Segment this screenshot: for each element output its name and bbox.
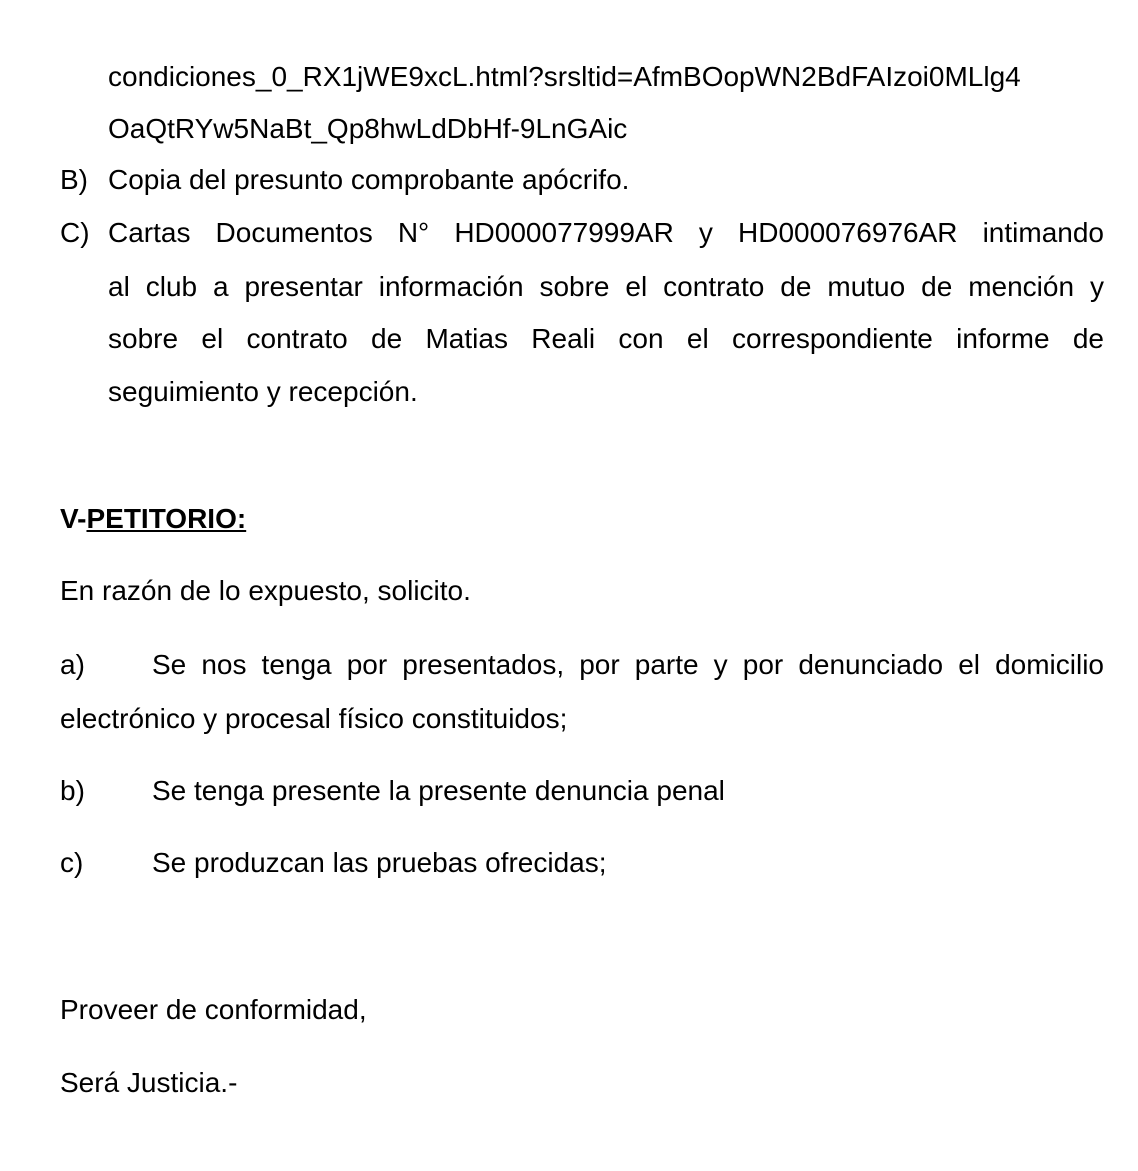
petitorio-heading-title: PETITORIO: bbox=[86, 503, 247, 534]
url-continuation-line-2: OaQtRYw5NaBt_Qp8hwLdDbHf-9LnGAic bbox=[108, 113, 628, 144]
evidence-c-line-4: seguimiento y recepción. bbox=[108, 376, 418, 407]
petitorio-heading-prefix: V- bbox=[60, 503, 87, 534]
evidence-c-line-2: al club a presentar información sobre el contrato de mutuo de mención y bbox=[108, 271, 1104, 302]
petitorio-item-a-line-1: Se nos tenga por presentados, por parte y por denunciado el domicilio bbox=[152, 649, 1104, 680]
closing-line-2: Será Justicia.- bbox=[60, 1067, 238, 1098]
evidence-c-line-1: Cartas Documentos N° HD000077999AR y HD000076976AR intimando bbox=[108, 217, 1104, 248]
petitorio-item-b-marker: b) bbox=[60, 775, 85, 806]
closing-line-1: Proveer de conformidad, bbox=[60, 994, 367, 1025]
evidence-c-line-3: sobre el contrato de Matias Reali con el correspondiente informe de bbox=[108, 323, 1104, 354]
evidence-b-marker: B) bbox=[60, 164, 88, 195]
petitorio-heading bbox=[60, 502, 246, 536]
evidence-c-marker: C) bbox=[60, 217, 90, 248]
petitorio-item-b-text: Se tenga presente la presente denuncia penal bbox=[152, 775, 725, 806]
evidence-b-text: Copia del presunto comprobante apócrifo. bbox=[108, 164, 630, 195]
petitorio-item-c-marker: c) bbox=[60, 847, 84, 878]
petitorio-item-a-marker: a) bbox=[60, 649, 85, 680]
url-continuation-line-1: condiciones_0_RX1jWE9xcL.html?srsltid=AfmBOopWN2BdFAIzoi0MLlg4 bbox=[108, 61, 1021, 92]
petitorio-item-c-text: Se produzcan las pruebas ofrecidas; bbox=[152, 847, 607, 878]
petitorio-item-a-line-2: electrónico y procesal físico constituidos; bbox=[60, 703, 568, 734]
petitorio-intro: En razón de lo expuesto, solicito. bbox=[60, 575, 471, 606]
